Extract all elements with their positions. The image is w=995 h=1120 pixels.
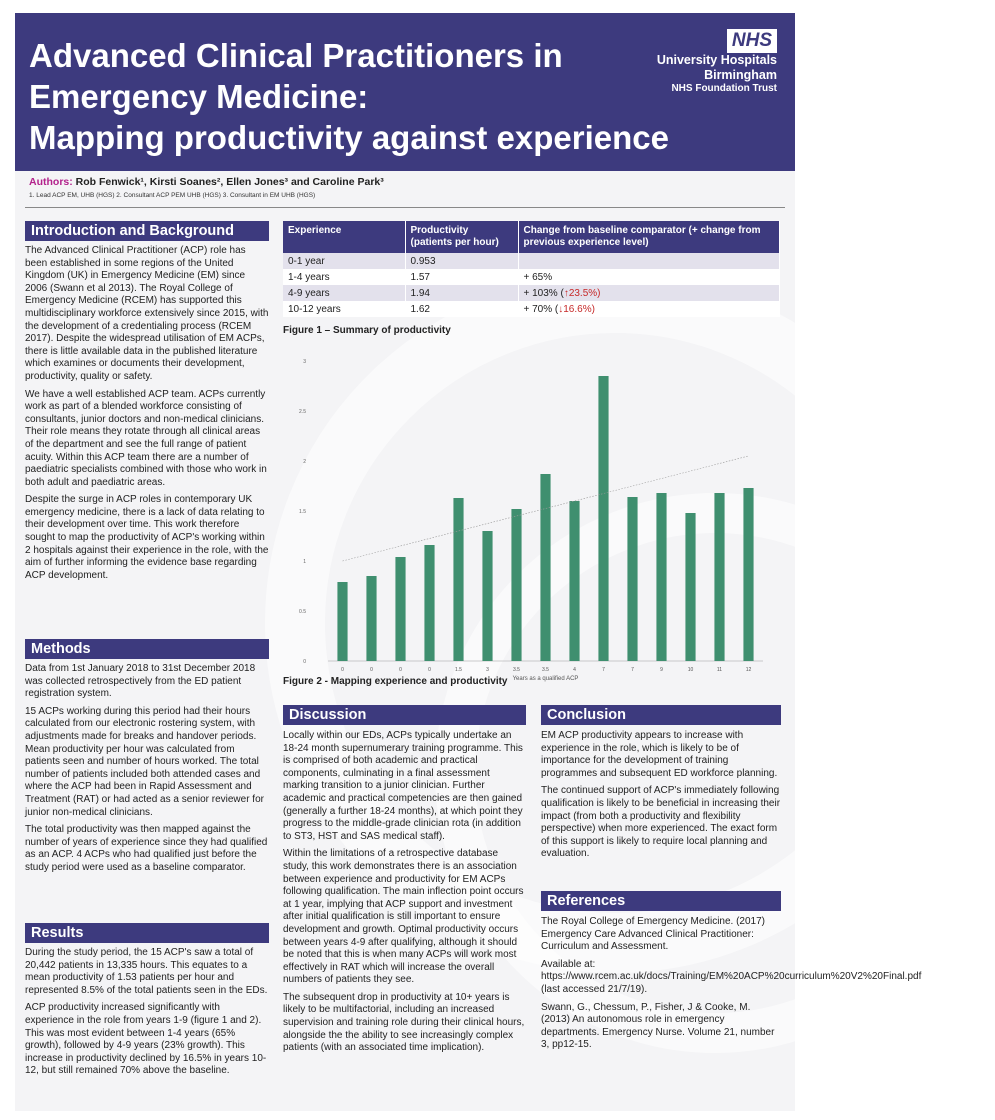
org-line: Birmingham (704, 67, 777, 82)
y-tick-label: 2.5 (299, 409, 306, 415)
table-cell: 4-9 years (283, 285, 405, 301)
chart-bar (337, 582, 347, 661)
x-tick-label: 3 (486, 667, 489, 673)
table-cell (518, 253, 780, 269)
productivity-table (283, 221, 780, 317)
chart-bar (395, 557, 405, 661)
table-row (283, 269, 780, 285)
intro-paragraph: We have a well established ACP team. ACPs currently work as part of a blended workforce consisting of consultants, junior doctors and non-medical clinicians. Their role means they rotate through all clinical areas of the department and see the full range of patient acuity. Within this ACP team there are a number of paediatric specialists combined with those who work in both adult and paediatric areas. (25, 388, 267, 488)
change-text: + 103% ( (523, 287, 564, 299)
table-header: Change from baseline comparator (+ change from previous experience level) (518, 221, 780, 253)
title-line: Advanced Clinical Practitioners in (29, 37, 563, 74)
x-tick-label: 1.5 (455, 667, 462, 673)
x-tick-label: 4 (573, 667, 576, 673)
table-cell: 1.62 (405, 301, 518, 317)
results-paragraph: During the study period, the 15 ACP's saw a total of 20,442 patients in 13,335 hours. This equates to a mean productivity of 1.53 patients per hour and represented 8.5% of the total patients seen in the EDs. (25, 947, 268, 996)
chart-bar (598, 376, 608, 661)
table-header: Experience (283, 221, 405, 253)
chart-bar (453, 498, 463, 661)
discussion-paragraph: Locally within our EDs, ACPs typically undertake an 18-24 month supernumerary training programme. This is comprised of both academic and practical components, culminating in a final assessment marking transition to a junior clinician. Further academic and practical competencies are then gained (generally a further 18-24 months), at which point they progress to the middle-grade clinician rota (in addition to ST3, HST and SAS medical staff). (283, 730, 523, 842)
org-trust: NHS Foundation Trust (671, 83, 777, 94)
references-body (541, 916, 922, 1057)
experience-productivity-chart (283, 343, 783, 683)
methods-paragraph: The total productivity was then mapped against the number of years of experience since they had qualified as an ACP. 4 ACPs who had qualified just before the study period were used as a baseline comparator. (25, 824, 268, 873)
table-header-row (283, 221, 780, 253)
discussion-heading: Discussion (283, 705, 526, 725)
y-tick-label: 0 (303, 659, 306, 665)
x-tick-label: 10 (687, 667, 694, 673)
poster-header (15, 13, 795, 171)
table-row (283, 301, 780, 317)
methods-body (25, 663, 269, 880)
chart-bar (743, 488, 753, 661)
results-heading: Results (25, 923, 269, 943)
x-tick-label: 12 (745, 667, 752, 673)
change-text: + 65% (523, 271, 553, 283)
poster (15, 13, 922, 1111)
title-line: Mapping productivity against experience (29, 119, 669, 156)
table-cell (518, 301, 780, 317)
x-tick-label: 3.5 (542, 667, 549, 673)
affiliations: 1. Lead ACP EM, UHB (HGS) 2. Consultant ACP PEM UHB (HGS) 3. Consultant in EM UHB (HGS) (29, 192, 316, 199)
y-tick-label: 1.5 (299, 509, 306, 515)
figure2-caption: Figure 2 - Mapping experience and productivity (283, 676, 508, 687)
chart-bar (569, 501, 579, 661)
organisation-name (657, 53, 777, 97)
y-tick-label: 1 (303, 559, 306, 565)
x-tick-label: 7 (602, 667, 605, 673)
authors-names: Rob Fenwick¹, Kirsti Soanes², Ellen Jones³ and Caroline Park³ (75, 176, 384, 188)
references-heading: References (541, 891, 781, 911)
table-cell: 1.57 (405, 269, 518, 285)
results-body (25, 947, 269, 1083)
intro-paragraph: The Advanced Clinical Practitioner (ACP) role has been established in some regions of the United Kingdom (UK) in Emergency Medicine (EM) since 2006 (Swann et al 2013). The Royal College of Emergency Medicine (RCEM) has supported this multidisciplinary workforce extensively since 2015, with the development of a credentialing process (RCEM 2017). Despite the widespread utilisation of EM ACPs, there is little available data in the published literature which examines or documents their development, productivity, quality or safety. (25, 245, 269, 382)
table-cell (518, 269, 780, 285)
methods-heading: Methods (25, 639, 269, 659)
table-cell: 10-12 years (283, 301, 405, 317)
x-axis-label: Years as a qualified ACP (512, 676, 579, 682)
table-cell: 1.94 (405, 285, 518, 301)
y-tick-label: 3 (303, 359, 306, 365)
x-tick-label: 7 (631, 667, 634, 673)
results-paragraph: ACP productivity increased significantly with experience in the role from years 1-9 (figure 1 and 2). This was most evident between 1-4 years (65% growth), followed by 4-9 years (23% growth). This increase in productivity declined by 16.5% in years 10-12, but still remained 70% above the baseline. (25, 1002, 267, 1077)
divider (25, 207, 785, 208)
table-cell: 0-1 year (283, 253, 405, 269)
org-line: University Hospitals (656, 53, 777, 67)
conclusion-heading: Conclusion (541, 705, 781, 725)
title-line: Emergency Medicine: (29, 78, 369, 115)
discussion-body (283, 730, 526, 1060)
conclusion-paragraph: EM ACP productivity appears to increase with experience in the role, which is likely to be of importance for the development of training programmes and subsequent ED workforce planning. (541, 730, 778, 779)
chart-bar (656, 493, 666, 661)
x-tick-label: 0 (399, 667, 402, 673)
table-row (283, 285, 780, 301)
change-text: + 70% ( (523, 303, 559, 315)
nhs-logo: NHS (727, 29, 777, 53)
methods-paragraph: Data from 1st January 2018 to 31st December 2018 was collected retrospectively from the ED patient registration system. (25, 663, 256, 700)
chart-bar (511, 509, 521, 661)
x-tick-label: 9 (660, 667, 663, 673)
y-tick-label: 0.5 (299, 609, 306, 615)
methods-paragraph: 15 ACPs working during this period had their hours calculated from our electronic rostering system, with adjustments made for breaks and handover periods. Mean productivity per hour was calculated from patients seen and number of hours worked. The total number of patients included both attended cases and where the ACP had been in Rapid Assessment and Treatment (RAT) or had acted as a senior reviewer for junior non-medical clinicians. (25, 705, 264, 818)
chart-bar (540, 474, 550, 661)
x-tick-label: 11 (716, 667, 723, 673)
intro-body (25, 245, 269, 587)
chart-bar (685, 513, 695, 661)
table-row (283, 253, 780, 269)
x-tick-label: 0 (341, 667, 344, 673)
chart-bar (366, 576, 376, 661)
chart-bar (482, 531, 492, 661)
intro-paragraph: Despite the surge in ACP roles in contemporary UK emergency medicine, there is a lack of data relating to their development over time. This work therefore sought to map the productivity of ACP's working within 2 hospitals against their experience in the role, with the aim of further informing the evidence base regarding ACP development. (25, 494, 269, 581)
table-cell (518, 285, 780, 301)
conclusion-body (541, 730, 781, 866)
chart-bar (424, 545, 434, 661)
change-delta: ↑23.5%) (563, 287, 601, 299)
change-delta: ↓16.6%) (558, 303, 595, 315)
discussion-paragraph: The subsequent drop in productivity at 10+ years is likely to be multifactorial, including an increased supervision and training role during their clinical hours, alongside the the ability to see increasingly complex patients (with an associated time implication). (283, 991, 525, 1054)
table-cell: 0.953 (405, 253, 518, 269)
reference-link[interactable]: Available at: https://www.rcem.ac.uk/docs/Training/EM%20ACP%20curriculum%20V2%20Final.pdf (last accessed 21/7/19). (541, 958, 922, 995)
reference-item: The Royal College of Emergency Medicine. (2017) Emergency Care Advanced Clinical Practitioner: Curriculum and Assessment. (541, 916, 765, 953)
table-header: Productivity (patients per hour) (405, 221, 518, 253)
poster-title (29, 35, 719, 158)
authors-line (29, 176, 384, 188)
conclusion-paragraph: The continued support of ACP's immediately following qualification is likely to be beneficial in increasing their impact (from both a productivity and flexibility perspective) when more experienced. The exact form of this support is likely to require local planning and evaluation. (541, 785, 781, 860)
reference-item: Swann, G., Chessum, P., Fisher, J & Cooke, M. (2013) An autonomous role in emergency departments. Emergency Nurse. Volume 21, number 3, pp12-15. (541, 1001, 775, 1051)
y-tick-label: 2 (303, 459, 306, 465)
discussion-paragraph: Within the limitations of a retrospective database study, this work demonstrates there is an association between experience and productivity for EM ACPs following qualification. The main inflection point occurs at 1 year, implying that ACP support and investment after initial qualification is still important to ensure development and growth. Optimal productivity occurs between years 4-9 after qualifying, although it should be noted that this is when many ACPs will work most effectively in RAT which will increase the overall numbers of patients they see. (283, 848, 524, 986)
authors-label: Authors: (29, 176, 73, 188)
chart-bar (627, 497, 637, 661)
table-cell: 1-4 years (283, 269, 405, 285)
x-tick-label: 3.5 (513, 667, 520, 673)
figure1-caption: Figure 1 – Summary of productivity (283, 325, 451, 336)
x-tick-label: 0 (370, 667, 373, 673)
chart-bar (714, 493, 724, 661)
intro-heading: Introduction and Background (25, 221, 269, 241)
x-tick-label: 0 (428, 667, 431, 673)
